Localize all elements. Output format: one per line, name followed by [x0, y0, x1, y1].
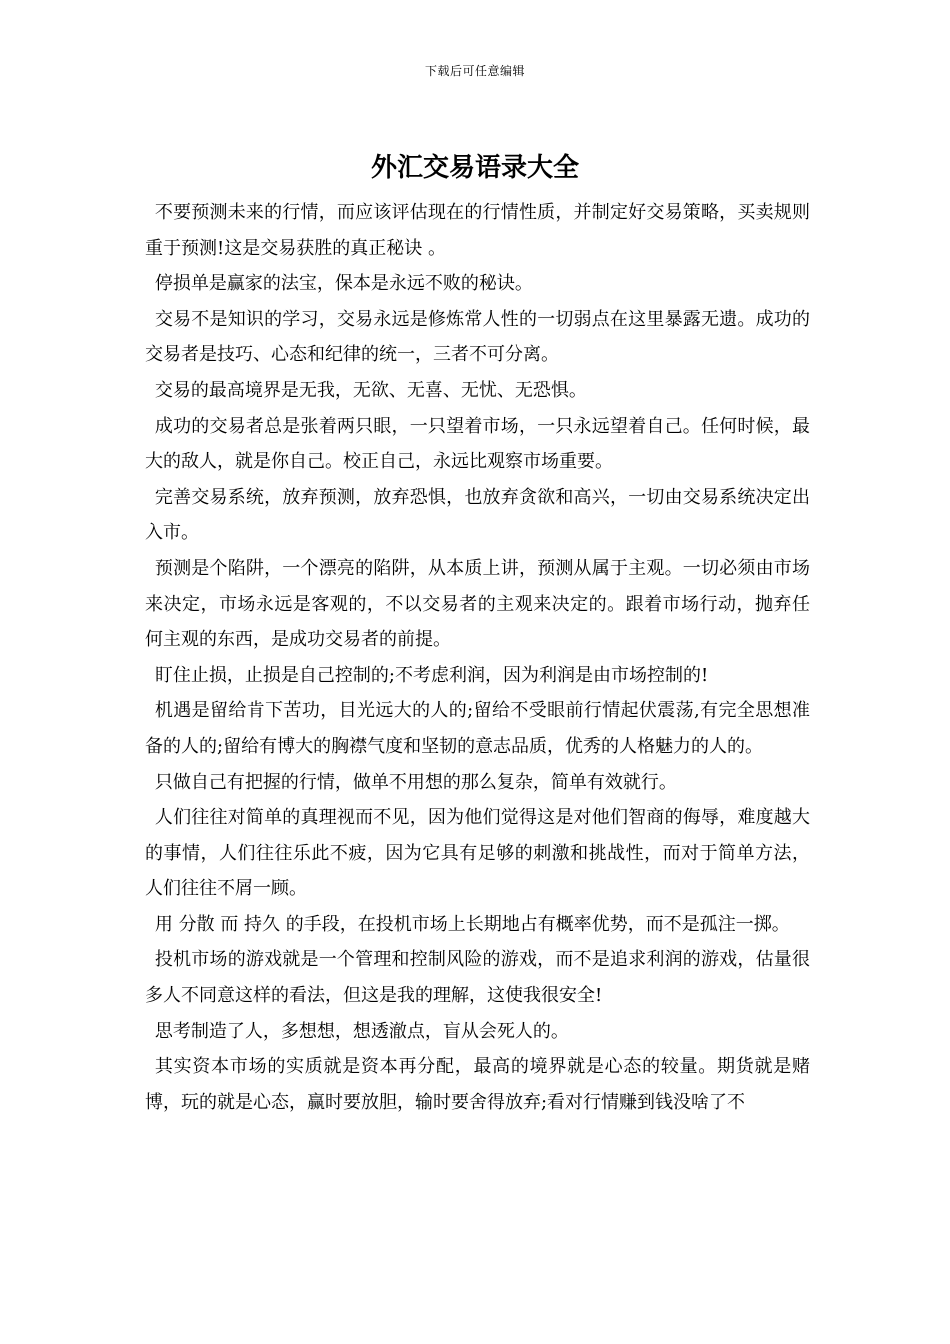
paragraph: 投机市场的游戏就是一个管理和控制风险的游戏，而不是追求利润的游戏，估量很多人不同意这样的看法，但这是我的理解，这使我很安全! — [145, 949, 810, 1007]
paragraph: 只做自己有把握的行情，做单不用想的那么复杂，简单有效就行。 — [154, 771, 677, 793]
paragraph: 机遇是留给肯下苦功，目光远大的人的;留给不受眼前行情起伏震荡,有完全思想准备的人的;留给有博大的胸襟气度和坚韧的意志品质，优秀的人格魅力的人的。 — [145, 700, 810, 757]
paragraph: 人们往往对简单的真理视而不见，因为他们觉得这是对他们智商的侮辱，难度越大的事情，人们往往乐此不疲，因为它具有足够的刺激和挑战性，而对于简单方法，人们往往不屑一顾。 — [145, 807, 810, 900]
document-body — [145, 195, 810, 1120]
paragraph: 其实资本市场的实质就是资本再分配，最高的境界就是心态的较量。期货就是赌博，玩的就是心态，赢时要放胆，输时要舍得放弃;看对行情赚到钱没啥了不 — [145, 1056, 810, 1113]
paragraph: 完善交易系统，放弃预测，放弃恐惧，也放弃贪欲和高兴，一切由交易系统决定出入市。 — [145, 486, 810, 544]
document-title: 外汇交易语录大全 — [370, 153, 579, 183]
paragraph: 成功的交易者总是张着两只眼，一只望着市场，一只永远望着自己。任何时候，最大的敌人，就是你自己。校正自己，永远比观察市场重要。 — [145, 415, 810, 473]
paragraph: 盯住止损，止损是自己控制的;不考虑利润，因为利润是由市场控制的! — [154, 664, 709, 686]
paragraph: 用 分散 而 持久 的手段，在投机市场上长期地占有概率优势，而不是孤注一掷。 — [154, 913, 790, 935]
paragraph: 思考制造了人，多想想，想透澈点，盲从会死人的。 — [154, 1020, 569, 1042]
paragraph: 不要预测未来的行情，而应该评估现在的行情性质，并制定好交易策略，买卖规则重于预测!这是交易获胜的真正秘诀 。 — [145, 202, 810, 259]
paragraph: 交易的最高境界是无我，无欲、无喜、无忧、无恐惧。 — [154, 379, 587, 401]
paragraph: 交易不是知识的学习，交易永远是修炼常人性的一切弱点在这里暴露无遗。成功的交易者是技巧、心态和纪律的统一，三者不可分离。 — [145, 308, 810, 366]
paragraph: 预测是个陷阱，一个漂亮的陷阱，从本质上讲，预测从属于主观。一切必须由市场来决定，市场永远是客观的，不以交易者的主观来决定的。跟着市场行动，抛弃任何主观的东西，是成功交易者的前提。 — [145, 557, 810, 651]
paragraph: 停损单是赢家的法宝，保本是永远不败的秘诀。 — [154, 273, 533, 295]
header-note: 下载后可任意编辑 — [424, 64, 525, 78]
